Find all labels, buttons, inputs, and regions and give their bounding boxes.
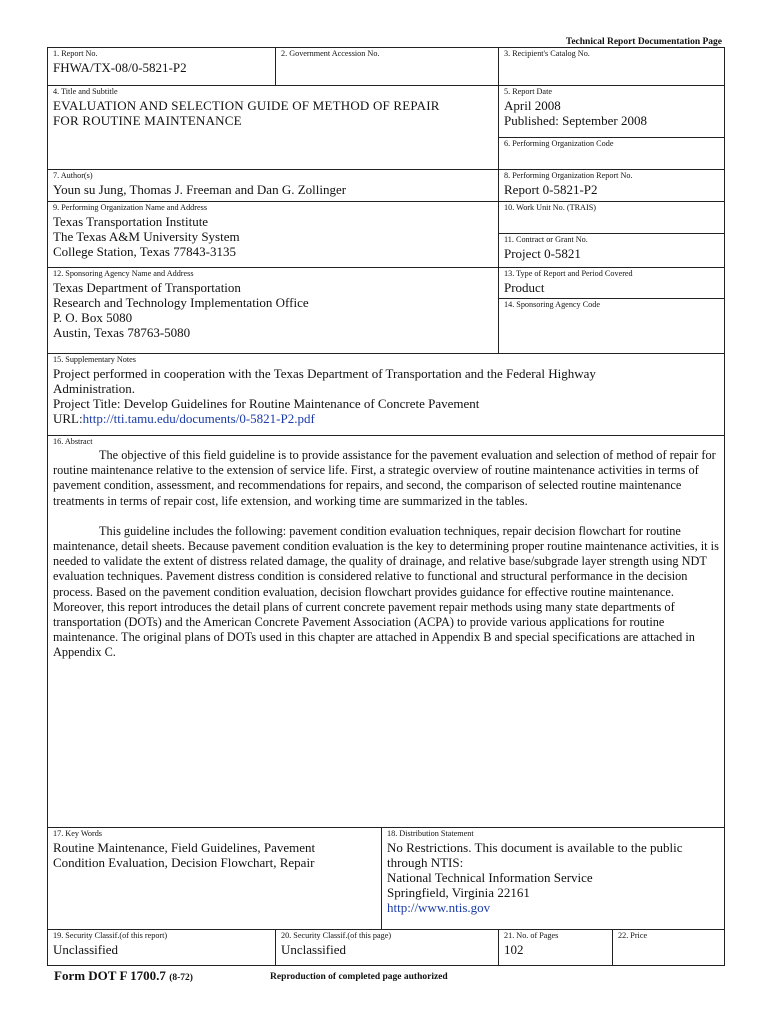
field-label: 1. Report No. — [53, 49, 98, 58]
key-words-line-1: Routine Maintenance, Field Guidelines, Pavement — [53, 840, 316, 855]
field-sponsoring-agency-name-address — [48, 268, 499, 354]
field-label: 5. Report Date — [504, 87, 552, 96]
field-label: 20. Security Classif.(of this page) — [281, 931, 392, 940]
field-security-classif-report — [48, 930, 276, 966]
report-documentation-form — [47, 47, 725, 966]
notes-line-2: Administration. — [53, 381, 135, 396]
field-label: 21. No. of Pages — [504, 931, 559, 940]
abstract-paragraph-1: The objective of this field guideline is to provide assistance for the pavement evaluation and selection of method of repair for routine maintenance relative to the extension of service life. First, a strategic overview of routine maintenance activities in terms of pavement condition, assessment, and recommendations for repairs, and second, the comparison of selected routine maintenance treatments in terms of repair cost, life extension, and working time are summarized in the tables. — [53, 448, 716, 508]
field-label: 16. Abstract — [53, 437, 93, 446]
notes-line-1: Project performed in cooperation with the Texas Department of Transportation and the Federal Highway — [53, 366, 596, 381]
field-security-classif-page — [276, 930, 499, 966]
distribution-line-4: Springfield, Virginia 22161 — [387, 885, 530, 900]
field-abstract — [48, 436, 725, 828]
report-type-value: Product — [504, 280, 545, 295]
page-header: Technical Report Documentation Page — [565, 37, 722, 47]
pages-value: 102 — [504, 942, 524, 957]
field-contract-grant-no — [499, 234, 725, 268]
field-authors — [48, 170, 499, 202]
report-url-line — [53, 411, 719, 426]
url-prefix: URL: — [53, 411, 83, 426]
field-label: 12. Sponsoring Agency Name and Address — [53, 269, 194, 278]
project-title: Project Title: Develop Guidelines for Routine Maintenance of Concrete Pavement — [53, 396, 480, 411]
field-report-type-period — [499, 268, 725, 299]
report-title-line-1: EVALUATION AND SELECTION GUIDE OF METHOD OF REPAIR — [53, 98, 440, 113]
field-label: 19. Security Classif.(of this report) — [53, 931, 168, 940]
agency-name: Texas Department of Transportation — [53, 280, 241, 295]
field-label: 14. Sponsoring Agency Code — [504, 300, 600, 309]
distribution-line-1: No Restrictions. This document is available to the public — [387, 840, 683, 855]
field-label: 15. Supplementary Notes — [53, 355, 136, 364]
field-key-words — [48, 828, 382, 930]
org-name: Texas Transportation Institute — [53, 214, 209, 229]
org-system: The Texas A&M University System — [53, 229, 240, 244]
distribution-line-2: through NTIS: — [387, 855, 464, 870]
security-report-value: Unclassified — [53, 942, 118, 957]
field-work-unit-no — [499, 202, 725, 234]
key-words-line-2: Condition Evaluation, Decision Flowchart, Repair — [53, 855, 315, 870]
report-title-line-2: FOR ROUTINE MAINTENANCE — [53, 113, 242, 128]
ntis-url-link[interactable]: http://www.ntis.gov — [387, 900, 491, 915]
field-report-date — [499, 86, 725, 138]
report-number-value: Report 0-5821-P2 — [504, 182, 598, 197]
security-page-value: Unclassified — [281, 942, 346, 957]
field-label: 10. Work Unit No. (TRAIS) — [504, 203, 596, 212]
field-distribution-statement — [382, 828, 725, 930]
abstract-paragraph-2: This guideline includes the following: pavement condition evaluation techniques, repair decision flowchart for routine maintenance, detail sheets. Because pavement condition evaluation is the key to determining proper routine maintenance activities, it is needed to validate the extent of distress related damage, the quality of drainage, and relative base/subgrade layer strength using NDT evaluation techniques. Pavement distress condition is considered relative to functional and structural performance in the decision process. Based on the pavement condition evaluation, decision flowchart provides guidance for effective routine maintenance. Moreover, this report introduces the detail plans of current concrete pavement repair methods using many state departments of transportation (DOTs) and the American Concrete Pavement Association (ACPA) to provide various applications for routine maintenance. The original plans of DOTs used in this chapter are attached in Appendix B and special specifications are attached in Appendix C. — [53, 523, 719, 660]
contract-value: Project 0-5821 — [504, 246, 581, 261]
field-label: 9. Performing Organization Name and Address — [53, 203, 208, 212]
field-label: 7. Author(s) — [53, 171, 93, 180]
field-sponsoring-agency-code — [499, 299, 725, 354]
field-no-of-pages — [499, 930, 613, 966]
field-supplementary-notes — [48, 354, 725, 436]
published-date: Published: September 2008 — [504, 113, 647, 128]
field-title-subtitle — [48, 86, 499, 170]
report-url-link[interactable]: http://tti.tamu.edu/documents/0-5821-P2.pdf — [82, 411, 315, 426]
field-label: 11. Contract or Grant No. — [504, 235, 588, 244]
form-footer — [54, 968, 193, 984]
field-label: 2. Government Accession No. — [281, 49, 380, 58]
form-id: Form DOT F 1700.7 — [54, 968, 170, 983]
field-government-accession-no — [276, 48, 499, 86]
field-performing-org-report-no — [499, 170, 725, 202]
field-label: 22. Price — [618, 931, 648, 940]
org-address: College Station, Texas 77843-3135 — [53, 244, 236, 259]
field-label: 6. Performing Organization Code — [504, 139, 614, 148]
field-label: 8. Performing Organization Report No. — [504, 171, 633, 180]
report-date: April 2008 — [504, 98, 561, 113]
agency-city: Austin, Texas 78763-5080 — [53, 325, 191, 340]
distribution-line-3: National Technical Information Service — [387, 870, 593, 885]
field-price — [613, 930, 725, 966]
field-recipient-catalog-no — [499, 48, 725, 86]
field-report-no — [48, 48, 276, 86]
field-label: 17. Key Words — [53, 829, 102, 838]
field-label: 18. Distribution Statement — [387, 829, 474, 838]
agency-po-box: P. O. Box 5080 — [53, 310, 133, 325]
authors-value: Youn su Jung, Thomas J. Freeman and Dan G. Zollinger — [53, 182, 347, 197]
agency-office: Research and Technology Implementation Office — [53, 295, 309, 310]
field-performing-org-code — [499, 138, 725, 170]
form-date: (8-72) — [169, 973, 193, 983]
field-label: 4. Title and Subtitle — [53, 87, 118, 96]
field-label: 13. Type of Report and Period Covered — [504, 269, 633, 278]
field-label: 3. Recipient's Catalog No. — [504, 49, 590, 58]
field-performing-org-name-address — [48, 202, 499, 268]
reproduction-note: Reproduction of completed page authorized — [270, 972, 448, 982]
field-value: FHWA/TX-08/0-5821-P2 — [53, 60, 187, 75]
